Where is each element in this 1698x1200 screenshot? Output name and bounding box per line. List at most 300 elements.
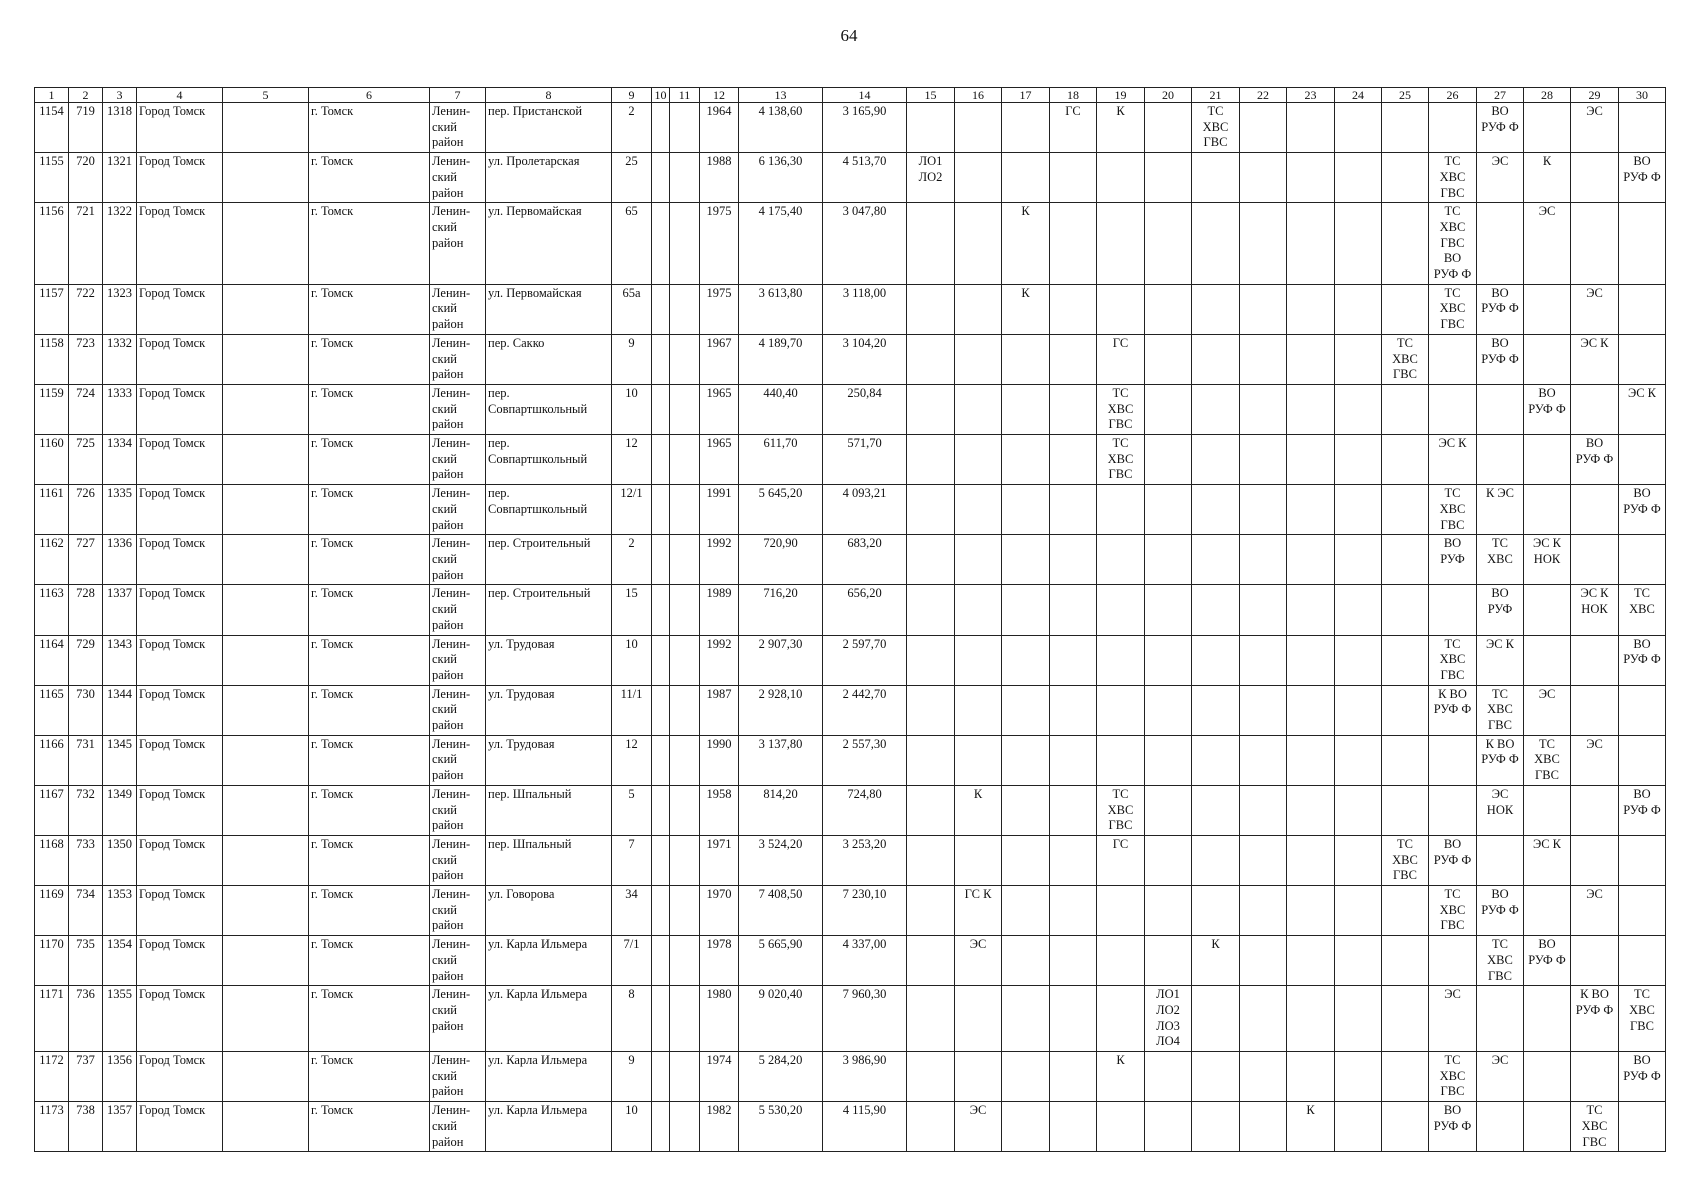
table-cell-col-12: 1967 [700,334,739,384]
table-cell-col-24 [1335,153,1382,203]
table-cell-col-28 [1524,785,1571,835]
table-cell-col-28: ЭС К [1524,835,1571,885]
table-cell-col-25 [1382,936,1429,986]
table-cell-col-9: 15 [612,585,652,635]
table-cell-col-30 [1619,334,1666,384]
table-cell-col-18 [1050,936,1097,986]
column-number-header: 19 [1097,88,1145,103]
table-cell-col-4: Город Томск [137,1102,223,1152]
table-cell-col-10 [652,435,670,485]
table-cell-col-8: ул. Трудовая [486,635,612,685]
table-body [35,103,1666,1152]
table-cell-col-6: г. Томск [309,1102,430,1152]
table-row [35,203,1666,285]
table-cell-col-16 [955,735,1002,785]
table-cell-col-30: ВО РУФ Ф [1619,485,1666,535]
table-cell-col-24 [1335,735,1382,785]
table-cell-col-22 [1240,1102,1287,1152]
table-row [35,635,1666,685]
table-cell-col-1: 1160 [35,435,69,485]
table-cell-col-28 [1524,635,1571,685]
table-cell-col-19: ТС ХВС ГВС [1097,384,1145,434]
table-cell-col-7: Ленин- ский район [430,203,486,285]
table-cell-col-17 [1002,936,1050,986]
column-number-header: 25 [1382,88,1429,103]
table-cell-col-4: Город Томск [137,986,223,1052]
table-cell-col-13: 4 175,40 [739,203,823,285]
table-cell-col-30 [1619,203,1666,285]
table-cell-col-2: 722 [69,284,103,334]
table-cell-col-5 [223,735,309,785]
table-cell-col-30 [1619,435,1666,485]
table-cell-col-14: 7 960,30 [823,986,907,1052]
table-cell-col-5 [223,785,309,835]
table-cell-col-11 [670,936,700,986]
table-cell-col-9: 7 [612,835,652,885]
table-cell-col-18 [1050,535,1097,585]
table-cell-col-10 [652,485,670,535]
table-cell-col-16 [955,835,1002,885]
table-cell-col-5 [223,585,309,635]
table-cell-col-21 [1192,153,1240,203]
table-cell-col-27: ВО РУФ Ф [1477,284,1524,334]
table-cell-col-8: ул. Трудовая [486,685,612,735]
table-cell-col-9: 12 [612,435,652,485]
table-cell-col-28: ТС ХВС ГВС [1524,735,1571,785]
table-cell-col-9: 12/1 [612,485,652,535]
table-cell-col-2: 738 [69,1102,103,1152]
table-cell-col-26: ТС ХВС ГВС [1429,485,1477,535]
table-cell-col-20 [1145,785,1192,835]
table-cell-col-20 [1145,535,1192,585]
table-cell-col-10 [652,1102,670,1152]
table-cell-col-20 [1145,936,1192,986]
table-cell-col-20 [1145,203,1192,285]
column-number-header: 1 [35,88,69,103]
table-cell-col-23 [1287,384,1335,434]
table-cell-col-21 [1192,685,1240,735]
table-cell-col-12: 1980 [700,986,739,1052]
table-cell-col-11 [670,1102,700,1152]
table-cell-col-30: ВО РУФ Ф [1619,153,1666,203]
table-cell-col-2: 721 [69,203,103,285]
table-cell-col-3: 1356 [103,1052,137,1102]
table-cell-col-30 [1619,886,1666,936]
table-cell-col-25 [1382,635,1429,685]
table-cell-col-18 [1050,1052,1097,1102]
table-cell-col-14: 571,70 [823,435,907,485]
table-cell-col-27: ТС ХВС ГВС [1477,936,1524,986]
table-cell-col-10 [652,203,670,285]
table-cell-col-4: Город Томск [137,1052,223,1102]
table-cell-col-4: Город Томск [137,203,223,285]
table-cell-col-24 [1335,1052,1382,1102]
table-cell-col-29 [1571,635,1619,685]
table-cell-col-1: 1173 [35,1102,69,1152]
table-cell-col-13: 3 137,80 [739,735,823,785]
column-number-header: 22 [1240,88,1287,103]
table-cell-col-4: Город Томск [137,785,223,835]
table-cell-col-2: 728 [69,585,103,635]
table-cell-col-22 [1240,384,1287,434]
table-cell-col-25: ТС ХВС ГВС [1382,835,1429,885]
table-cell-col-26: ТС ХВС ГВС [1429,153,1477,203]
table-cell-col-21 [1192,1052,1240,1102]
table-cell-col-19 [1097,485,1145,535]
table-cell-col-8: ул. Карла Ильмера [486,1102,612,1152]
table-cell-col-10 [652,635,670,685]
table-cell-col-1: 1158 [35,334,69,384]
table-cell-col-8: пер. Совпартшкольный [486,384,612,434]
table-cell-col-30: ВО РУФ Ф [1619,785,1666,835]
table-cell-col-21 [1192,785,1240,835]
table-cell-col-25 [1382,1102,1429,1152]
table-cell-col-12: 1992 [700,635,739,685]
table-cell-col-12: 1964 [700,103,739,153]
table-cell-col-30 [1619,735,1666,785]
table-cell-col-23 [1287,886,1335,936]
table-cell-col-16 [955,284,1002,334]
table-cell-col-29 [1571,384,1619,434]
table-cell-col-7: Ленин- ский район [430,284,486,334]
table-cell-col-6: г. Томск [309,103,430,153]
table-cell-col-28: ЭС К НОК [1524,535,1571,585]
table-cell-col-28 [1524,1052,1571,1102]
table-cell-col-12: 1987 [700,685,739,735]
table-cell-col-16 [955,435,1002,485]
table-cell-col-3: 1337 [103,585,137,635]
column-number-header: 7 [430,88,486,103]
table-cell-col-27: ВО РУФ [1477,585,1524,635]
table-cell-col-4: Город Томск [137,153,223,203]
table-cell-col-10 [652,284,670,334]
table-cell-col-26: ЭС [1429,986,1477,1052]
column-number-header: 2 [69,88,103,103]
table-cell-col-25 [1382,284,1429,334]
table-cell-col-21: К [1192,936,1240,986]
table-cell-col-19 [1097,936,1145,986]
column-number-header: 3 [103,88,137,103]
table-cell-col-11 [670,835,700,885]
table-cell-col-19: ГС [1097,334,1145,384]
table-cell-col-7: Ленин- ский район [430,384,486,434]
table-cell-col-1: 1172 [35,1052,69,1102]
table-cell-col-13: 3 524,20 [739,835,823,885]
table-cell-col-1: 1170 [35,936,69,986]
table-cell-col-15: ЛО1 ЛО2 [907,153,955,203]
table-cell-col-22 [1240,103,1287,153]
column-number-header: 9 [612,88,652,103]
table-cell-col-13: 3 613,80 [739,284,823,334]
table-cell-col-13: 716,20 [739,585,823,635]
table-cell-col-30 [1619,685,1666,735]
table-row [35,685,1666,735]
table-cell-col-17: К [1002,284,1050,334]
table-cell-col-12: 1988 [700,153,739,203]
table-cell-col-9: 5 [612,785,652,835]
column-number-row [35,88,1666,103]
table-row [35,1052,1666,1102]
table-cell-col-2: 719 [69,103,103,153]
table-cell-col-26 [1429,585,1477,635]
table-cell-col-27: К ЭС [1477,485,1524,535]
table-cell-col-15 [907,535,955,585]
table-cell-col-28 [1524,986,1571,1052]
table-cell-col-17 [1002,535,1050,585]
table-cell-col-9: 9 [612,334,652,384]
table-cell-col-22 [1240,535,1287,585]
column-number-header: 13 [739,88,823,103]
table-cell-col-3: 1323 [103,284,137,334]
table-cell-col-24 [1335,1102,1382,1152]
table-cell-col-11 [670,986,700,1052]
table-cell-col-30 [1619,535,1666,585]
table-cell-col-14: 3 104,20 [823,334,907,384]
table-cell-col-5 [223,936,309,986]
table-cell-col-29 [1571,535,1619,585]
table-cell-col-3: 1333 [103,384,137,434]
table-cell-col-25 [1382,986,1429,1052]
table-cell-col-20 [1145,153,1192,203]
table-cell-col-20 [1145,284,1192,334]
table-cell-col-7: Ленин- ский район [430,535,486,585]
table-cell-col-27 [1477,835,1524,885]
table-cell-col-2: 731 [69,735,103,785]
table-cell-col-5 [223,886,309,936]
table-cell-col-13: 5 645,20 [739,485,823,535]
table-cell-col-25 [1382,203,1429,285]
table-cell-col-9: 9 [612,1052,652,1102]
table-cell-col-25 [1382,435,1429,485]
table-cell-col-29: ЭС [1571,284,1619,334]
table-cell-col-19 [1097,986,1145,1052]
table-cell-col-16 [955,585,1002,635]
table-cell-col-20 [1145,435,1192,485]
table-cell-col-30: ЭС К [1619,384,1666,434]
table-cell-col-12: 1958 [700,785,739,835]
table-cell-col-20 [1145,334,1192,384]
table-row [35,153,1666,203]
table-cell-col-6: г. Томск [309,203,430,285]
table-cell-col-3: 1354 [103,936,137,986]
table-cell-col-18 [1050,835,1097,885]
table-cell-col-3: 1350 [103,835,137,885]
table-cell-col-21 [1192,284,1240,334]
table-cell-col-9: 7/1 [612,936,652,986]
table-cell-col-5 [223,384,309,434]
table-cell-col-27: ЭС [1477,1052,1524,1102]
table-cell-col-13: 814,20 [739,785,823,835]
table-cell-col-3: 1345 [103,735,137,785]
table-cell-col-11 [670,785,700,835]
table-cell-col-20 [1145,485,1192,535]
table-row [35,435,1666,485]
table-cell-col-8: пер. Шпальный [486,785,612,835]
table-cell-col-14: 3 253,20 [823,835,907,885]
table-cell-col-30: ТС ХВС [1619,585,1666,635]
table-cell-col-29: ВО РУФ Ф [1571,435,1619,485]
table-cell-col-21 [1192,485,1240,535]
page-number: 64 [840,26,858,45]
table-cell-col-5 [223,334,309,384]
table-cell-col-8: пер. Совпартшкольный [486,485,612,535]
table-cell-col-11 [670,103,700,153]
register-table [34,87,1666,1152]
table-cell-col-21 [1192,735,1240,785]
table-cell-col-15 [907,585,955,635]
table-cell-col-18 [1050,735,1097,785]
table-cell-col-4: Город Томск [137,435,223,485]
table-cell-col-15 [907,936,955,986]
table-cell-col-6: г. Томск [309,835,430,885]
table-cell-col-29 [1571,1052,1619,1102]
table-cell-col-15 [907,635,955,685]
table-cell-col-7: Ленин- ский район [430,785,486,835]
table-cell-col-14: 683,20 [823,535,907,585]
table-cell-col-6: г. Томск [309,1052,430,1102]
table-cell-col-23 [1287,936,1335,986]
table-cell-col-25: ТС ХВС ГВС [1382,334,1429,384]
table-cell-col-5 [223,485,309,535]
table-cell-col-2: 735 [69,936,103,986]
table-cell-col-19 [1097,535,1145,585]
table-cell-col-26: ТС ХВС ГВС [1429,886,1477,936]
table-cell-col-25 [1382,1052,1429,1102]
table-cell-col-3: 1335 [103,485,137,535]
table-cell-col-4: Город Томск [137,485,223,535]
table-cell-col-2: 725 [69,435,103,485]
table-cell-col-29: ТС ХВС ГВС [1571,1102,1619,1152]
table-cell-col-14: 3 118,00 [823,284,907,334]
table-row [35,535,1666,585]
table-cell-col-14: 2 442,70 [823,685,907,735]
table-cell-col-23 [1287,334,1335,384]
table-cell-col-18 [1050,585,1097,635]
column-number-header: 26 [1429,88,1477,103]
table-cell-col-21 [1192,585,1240,635]
table-cell-col-25 [1382,585,1429,635]
table-cell-col-15 [907,1052,955,1102]
column-number-header: 27 [1477,88,1524,103]
table-cell-col-23 [1287,835,1335,885]
table-cell-col-22 [1240,485,1287,535]
column-number-header: 29 [1571,88,1619,103]
table-cell-col-19: К [1097,1052,1145,1102]
table-cell-col-25 [1382,785,1429,835]
table-cell-col-21 [1192,835,1240,885]
table-cell-col-27: ТС ХВС [1477,535,1524,585]
table-cell-col-7: Ленин- ский район [430,986,486,1052]
table-cell-col-25 [1382,886,1429,936]
table-cell-col-13: 440,40 [739,384,823,434]
table-cell-col-25 [1382,735,1429,785]
table-cell-col-27 [1477,203,1524,285]
table-cell-col-6: г. Томск [309,735,430,785]
table-cell-col-29 [1571,153,1619,203]
table-cell-col-2: 723 [69,334,103,384]
table-cell-col-25 [1382,685,1429,735]
table-cell-col-30 [1619,1102,1666,1152]
table-cell-col-13: 720,90 [739,535,823,585]
table-cell-col-8: ул. Первомайская [486,203,612,285]
table-cell-col-10 [652,886,670,936]
table-cell-col-20 [1145,585,1192,635]
table-cell-col-15 [907,334,955,384]
table-cell-col-15 [907,835,955,885]
table-cell-col-27: К ВО РУФ Ф [1477,735,1524,785]
table-cell-col-9: 65а [612,284,652,334]
table-cell-col-5 [223,435,309,485]
table-cell-col-7: Ленин- ский район [430,585,486,635]
table-cell-col-10 [652,153,670,203]
table-cell-col-10 [652,103,670,153]
table-cell-col-27: ВО РУФ Ф [1477,334,1524,384]
table-cell-col-22 [1240,785,1287,835]
table-cell-col-23 [1287,153,1335,203]
table-cell-col-12: 1975 [700,203,739,285]
column-number-header: 24 [1335,88,1382,103]
table-cell-col-19 [1097,284,1145,334]
table-cell-col-1: 1162 [35,535,69,585]
table-cell-col-1: 1171 [35,986,69,1052]
table-cell-col-15 [907,685,955,735]
table-cell-col-25 [1382,384,1429,434]
table-cell-col-27: ЭС [1477,153,1524,203]
table-cell-col-15 [907,384,955,434]
table-cell-col-23 [1287,485,1335,535]
table-cell-col-7: Ленин- ский район [430,886,486,936]
table-cell-col-3: 1355 [103,986,137,1052]
table-cell-col-10 [652,936,670,986]
table-cell-col-23 [1287,203,1335,285]
table-cell-col-12: 1970 [700,886,739,936]
table-cell-col-17 [1002,103,1050,153]
table-cell-col-28 [1524,103,1571,153]
table-cell-col-26: К ВО РУФ Ф [1429,685,1477,735]
column-number-header: 11 [670,88,700,103]
table-cell-col-11 [670,635,700,685]
table-cell-col-3: 1349 [103,785,137,835]
table-cell-col-2: 737 [69,1052,103,1102]
table-cell-col-15 [907,485,955,535]
table-cell-col-4: Город Томск [137,936,223,986]
table-cell-col-9: 65 [612,203,652,285]
table-cell-col-16 [955,685,1002,735]
table-cell-col-13: 9 020,40 [739,986,823,1052]
table-cell-col-15 [907,284,955,334]
column-number-header: 14 [823,88,907,103]
column-number-header: 21 [1192,88,1240,103]
table-cell-col-30 [1619,936,1666,986]
table-cell-col-24 [1335,685,1382,735]
table-cell-col-6: г. Томск [309,535,430,585]
table-cell-col-13: 4 138,60 [739,103,823,153]
table-row [35,936,1666,986]
table-cell-col-24 [1335,835,1382,885]
table-cell-col-5 [223,835,309,885]
table-cell-col-30: ТС ХВС ГВС [1619,986,1666,1052]
table-cell-col-24 [1335,986,1382,1052]
table-cell-col-7: Ленин- ский район [430,153,486,203]
table-cell-col-27: ЭС НОК [1477,785,1524,835]
table-cell-col-2: 720 [69,153,103,203]
table-cell-col-11 [670,435,700,485]
table-cell-col-28 [1524,485,1571,535]
table-cell-col-23 [1287,785,1335,835]
table-cell-col-12: 1992 [700,535,739,585]
table-cell-col-26: ВО РУФ [1429,535,1477,585]
table-cell-col-4: Город Томск [137,635,223,685]
